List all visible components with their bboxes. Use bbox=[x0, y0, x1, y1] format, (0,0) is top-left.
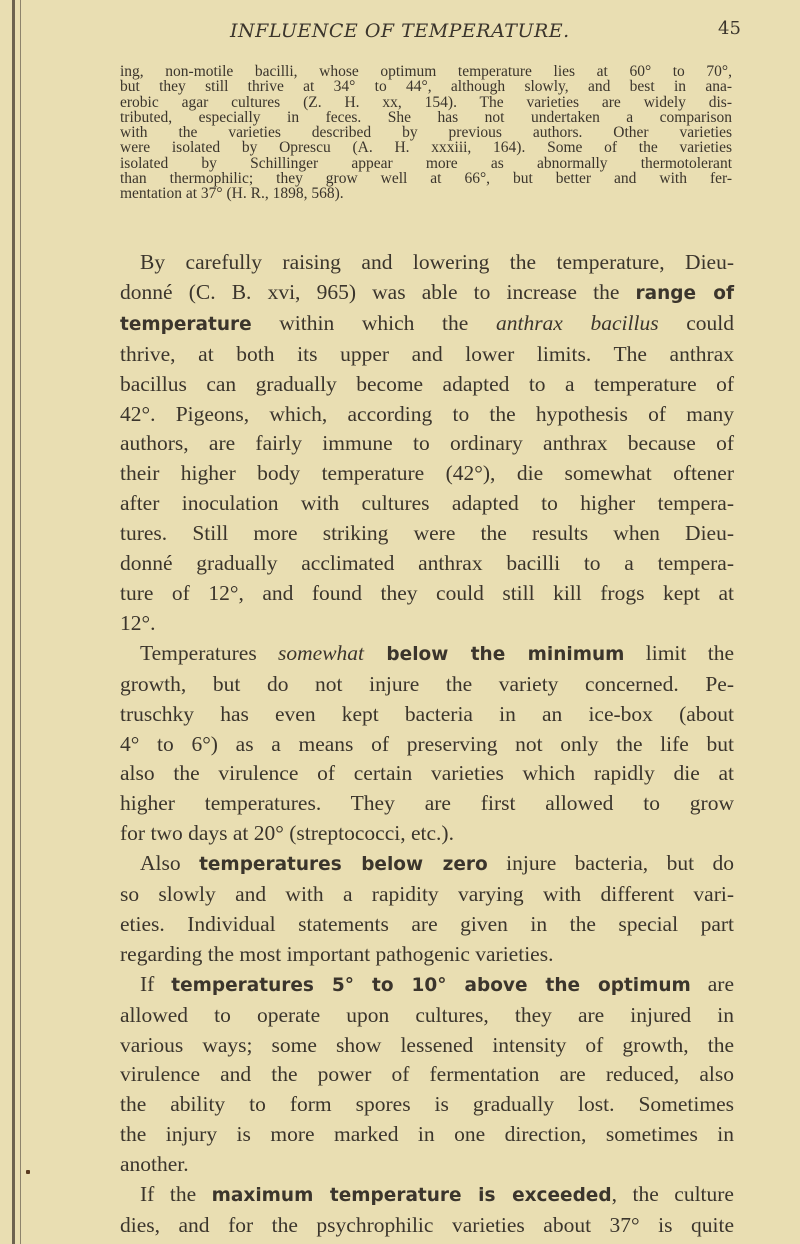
text-line bbox=[120, 1001, 734, 1031]
text-segment: for two days at 20° (streptococci, etc.). bbox=[120, 821, 454, 846]
text-segment: various ways; some show lessened intensity of growth, the bbox=[120, 1032, 734, 1057]
text-line bbox=[120, 125, 732, 140]
text-line bbox=[120, 1031, 734, 1061]
text-segment: eties. Individual statements are given in the special part bbox=[120, 911, 734, 936]
page-binding-edge bbox=[12, 0, 15, 1244]
text-line bbox=[120, 579, 734, 609]
text-line bbox=[120, 171, 732, 186]
text-line bbox=[120, 700, 734, 730]
text-line bbox=[120, 140, 732, 155]
text-line bbox=[120, 340, 734, 370]
text-segment: after inoculation with cultures adapted to higher tempera- bbox=[120, 491, 734, 516]
italic-text: somewhat bbox=[278, 640, 365, 665]
text-line bbox=[120, 880, 734, 910]
text-segment: 42°. Pigeons, which, according to the hypothesis of many bbox=[120, 401, 734, 426]
text-segment: but they still thrive at 34° to 44°, although slowly, and best in ana- bbox=[120, 78, 732, 96]
text-segment: could bbox=[658, 310, 734, 335]
text-segment: allowed to operate upon cultures, they are injured in bbox=[120, 1002, 734, 1027]
text-segment: Also bbox=[140, 851, 200, 876]
text-segment: another. bbox=[120, 1152, 189, 1177]
text-segment: tributed, especially in feces. She has not undertaken a comparison bbox=[120, 108, 732, 126]
text-segment: If the bbox=[140, 1182, 212, 1207]
text-line bbox=[120, 910, 734, 940]
text-line bbox=[120, 186, 732, 201]
text-segment: donné gradually acclimated anthrax bacilli to a tempera- bbox=[120, 551, 734, 576]
text-line bbox=[120, 429, 734, 459]
text-segment: so slowly and with a rapidity varying with different vari- bbox=[120, 882, 734, 907]
text-line bbox=[120, 110, 732, 125]
text-segment: donné (C. B. xvi, 965) was able to increase the bbox=[120, 279, 636, 304]
text-segment: higher temperatures. They are first allowed to grow bbox=[120, 791, 734, 816]
ink-speck bbox=[26, 1170, 30, 1174]
text-line bbox=[120, 789, 734, 819]
text-segment: mentation at 37° (H. R., 1898, 568). bbox=[120, 185, 344, 203]
text-line bbox=[120, 549, 734, 579]
text-line bbox=[120, 1060, 734, 1090]
text-line bbox=[120, 670, 734, 700]
text-segment: their higher body temperature (42°), die somewhat oftener bbox=[120, 461, 734, 486]
text-segment: were isolated by Oprescu (A. H. xxxiii, 164). Some of the varieties bbox=[120, 139, 732, 157]
text-segment: virulence and the power of fermentation are reduced, also bbox=[120, 1062, 734, 1087]
text-segment: within which the bbox=[251, 310, 496, 335]
text-line bbox=[120, 1090, 734, 1120]
text-segment: with the varieties described by previous authors. Other varieties bbox=[120, 124, 732, 142]
bold-text: range of bbox=[635, 282, 734, 304]
text-line bbox=[120, 1180, 734, 1211]
text-line bbox=[120, 1120, 734, 1150]
text-segment: are bbox=[690, 971, 734, 996]
text-line bbox=[120, 278, 734, 309]
text-segment: dies, and for the psychrophilic varieties about 37° is quite bbox=[120, 1213, 734, 1237]
text-line bbox=[120, 730, 734, 760]
page-number: 45 bbox=[718, 18, 741, 39]
text-segment: the injury is more marked in one direction, sometimes in bbox=[120, 1122, 734, 1147]
text-line bbox=[120, 156, 732, 171]
text-line bbox=[120, 849, 734, 880]
text-segment: authors, are fairly immune to ordinary anthrax because of bbox=[120, 431, 734, 456]
small-print-paragraph bbox=[120, 64, 732, 202]
text-segment: 12°. bbox=[120, 610, 156, 635]
text-line bbox=[120, 639, 734, 670]
text-segment: regarding the most important pathogenic varieties. bbox=[120, 941, 554, 966]
text-line bbox=[120, 400, 734, 430]
bold-text: below the minimum bbox=[364, 643, 625, 665]
text-line bbox=[120, 1211, 734, 1241]
text-segment: By carefully raising and lowering the temperature, Dieu- bbox=[140, 250, 734, 274]
text-line bbox=[120, 95, 732, 110]
text-segment: bacillus can gradually become adapted to a temperature of bbox=[120, 371, 734, 396]
text-segment: , the culture bbox=[611, 1182, 734, 1207]
text-line bbox=[120, 819, 734, 849]
text-segment: isolated by Schillinger appear more as abnormally thermotolerant bbox=[120, 154, 732, 172]
text-line bbox=[120, 489, 734, 519]
text-segment: also the virulence of certain varieties which rapidly die at bbox=[120, 761, 734, 786]
page-binding-edge-line bbox=[20, 0, 21, 1244]
text-line bbox=[120, 309, 734, 340]
text-line bbox=[120, 940, 734, 970]
text-segment: If bbox=[140, 971, 172, 996]
bold-text: temperatures 5° to 10° above the optimum bbox=[171, 974, 691, 996]
bold-text: temperature bbox=[120, 313, 252, 335]
text-line bbox=[120, 459, 734, 489]
text-segment: than thermophilic; they grow well at 66°, but better and with fer- bbox=[120, 170, 732, 188]
running-title: INFLUENCE OF TEMPERATURE. bbox=[230, 20, 570, 42]
body-text bbox=[120, 248, 734, 1241]
text-segment: limit the bbox=[624, 640, 734, 665]
text-segment: injure bacteria, but do bbox=[487, 851, 734, 876]
text-line bbox=[120, 970, 734, 1001]
text-line bbox=[120, 248, 734, 278]
italic-text: anthrax bacillus bbox=[495, 310, 659, 335]
text-segment: truschky has even kept bacteria in an ice-box (about bbox=[120, 701, 734, 726]
text-segment: growth, but do not injure the variety concerned. Pe- bbox=[120, 671, 734, 696]
bold-text: temperatures below zero bbox=[199, 854, 488, 876]
text-line bbox=[120, 64, 732, 79]
text-segment: Temperatures bbox=[140, 640, 279, 665]
text-segment: 4° to 6°) as a means of preserving not only the life but bbox=[120, 731, 734, 756]
text-line bbox=[120, 1150, 734, 1180]
text-segment: thrive, at both its upper and lower limits. The anthrax bbox=[120, 341, 734, 366]
text-segment: ing, non-motile bacilli, whose optimum temperature lies at 60° to 70°, bbox=[120, 63, 732, 80]
text-line bbox=[120, 519, 734, 549]
text-line bbox=[120, 759, 734, 789]
text-segment: erobic agar cultures (Z. H. xx, 154). The varieties are widely dis- bbox=[120, 93, 732, 111]
text-segment: tures. Still more striking were the results when Dieu- bbox=[120, 521, 734, 546]
text-line bbox=[120, 609, 734, 639]
text-line bbox=[120, 370, 734, 400]
text-line bbox=[120, 79, 732, 94]
text-segment: the ability to form spores is gradually lost. Sometimes bbox=[120, 1092, 734, 1117]
bold-text: maximum temperature is exceeded bbox=[211, 1185, 612, 1207]
text-segment: ture of 12°, and found they could still kill frogs kept at bbox=[120, 580, 734, 605]
